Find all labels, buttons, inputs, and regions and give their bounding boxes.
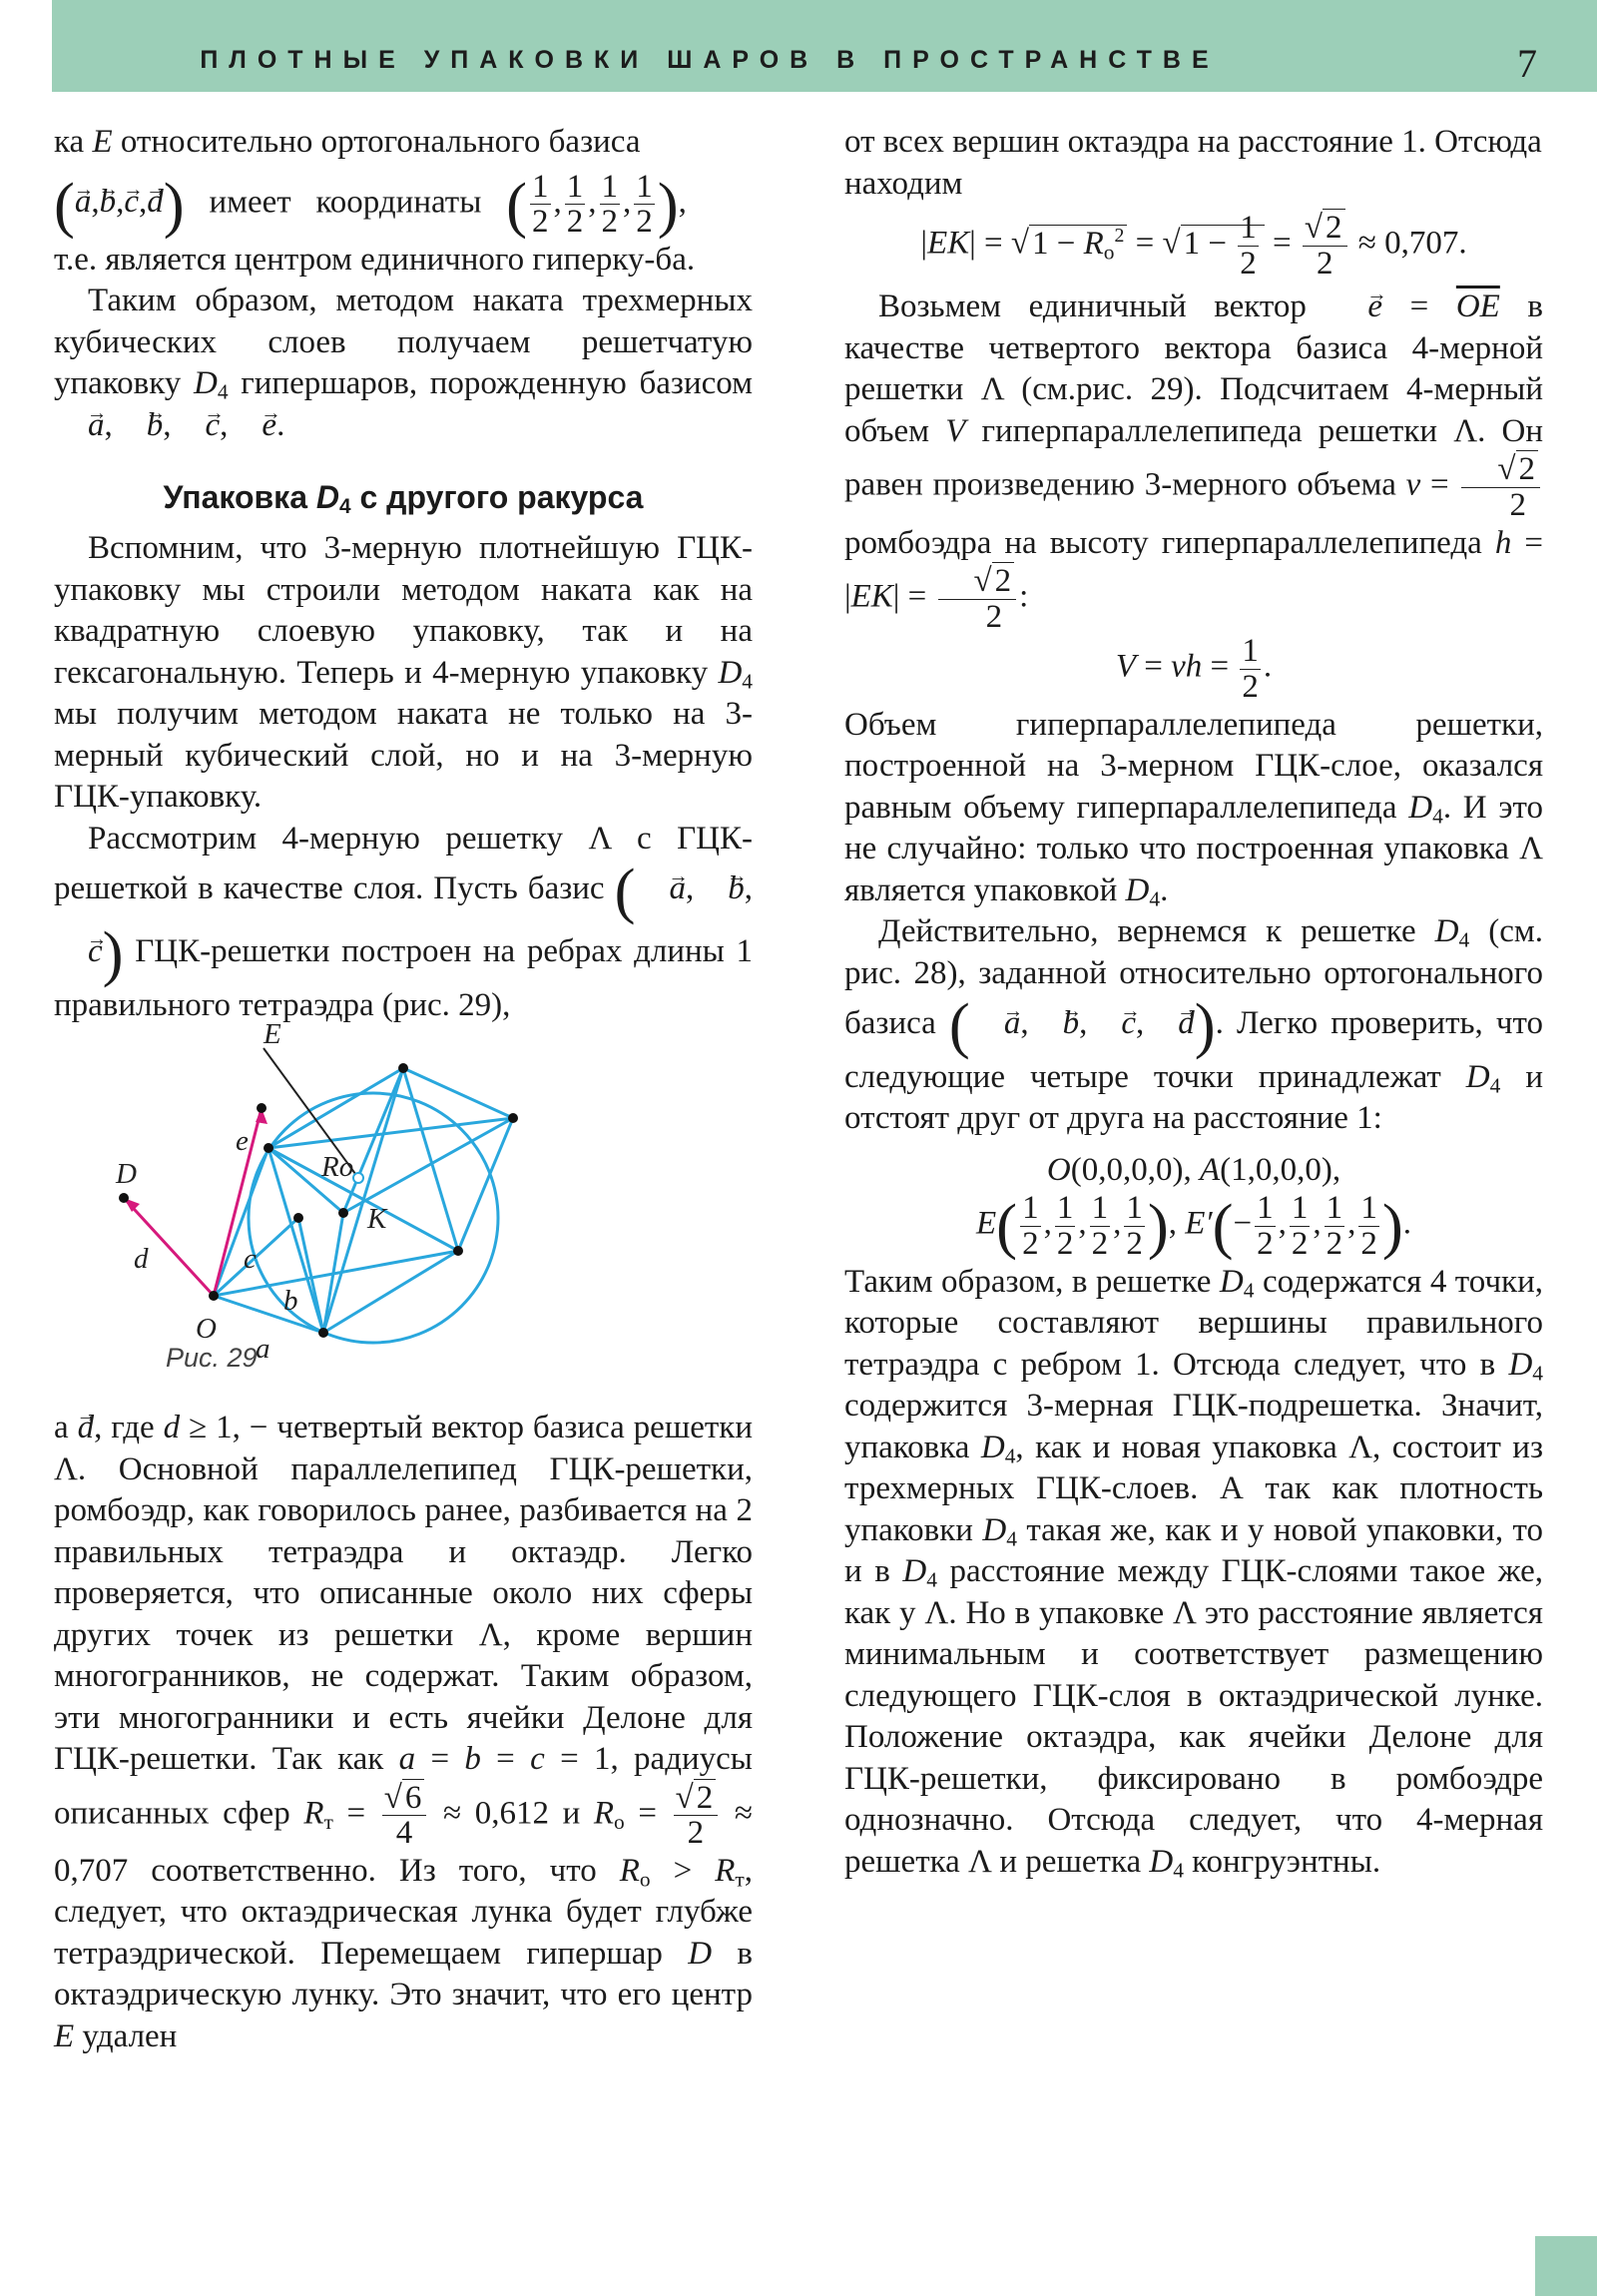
figure-caption: Рис. 29 (166, 1343, 258, 1374)
label-E: E (264, 1018, 281, 1051)
running-title: ПЛОТНЫЕ УПАКОВКИ ШАРОВ В ПРОСТРАНСТВЕ (200, 46, 1220, 74)
label-e: e (236, 1125, 249, 1158)
label-c: c (244, 1243, 257, 1276)
paragraph: Возьмем единичный вектор e → = $\overline{OE}$ в качестве четвертого вектора базиса 4-мерной решетки Λ (см.рис. 29). Подсчитаем 4-мерный объем V гиперпараллелепипеда решетки Λ. Он равен произведению 3-мерного объема v = $\frac{√2}{2}$ ромбоэдра на высоту гиперпараллелепипеда h = |EK| = $\frac{√2}{2}$ : (844, 287, 1543, 634)
paragraph: а d →, где d ≥ 1, − четвертый вектор базиса решетки Λ. Основной параллелепипед ГЦК-решетки, ромбоэдр, как говорилось ранее, разбивается на 2 правильных тетраэдра и октаэдр. Легко проверяется, что описанные около них сферы других точек из решетки Λ, кроме вершин многогранников, не содержат. Таким образом, эти многогранники и есть ячейки Делоне для ГЦК-решетки. Так как a = b = c = 1, радиусы описанных сфер $R_т$ = $\frac{√6}{4}$ ≈ 0,612 и $R_о$ = $\frac{√2}{2}$ ≈ 0,707 соответственно. Из того, что $R_о > R_т$, следует, что октаэдрическая лунка будет глубже тетраэдрической. Перемещаем гипершар D в октаэдрическую лунку. Это значит, что его центр E удален (54, 1408, 753, 2057)
section-heading: Упаковка $D_4$ с другого ракурса (163, 479, 644, 519)
label-Ro: Ro (321, 1151, 354, 1184)
paragraph: Таким образом, методом наката трехмерных кубических слоев получаем решетчатую упаковку $D_4$ гипершаров, порожденную базисом a →, b →, c →, e →. (54, 281, 753, 446)
paragraph: т.е. является центром единичного гиперку-ба. (54, 241, 696, 278)
label-b: b (283, 1285, 298, 1318)
page-header (52, 0, 1597, 92)
formula-EK: $|EK| = √1 - R_о^2 = √1$ − $\frac{1}{2}$ = $\frac{√2}{2}$ ≈ 0,707. (920, 210, 1467, 282)
paragraph: ка E относительно ортогонального базиса (54, 124, 641, 160)
paragraph: Действительно, вернемся к решетке $D_4$ (см. рис. 28), заданной относительно ортогонального базиса ( a →, b →, c →, d →). Легко проверить, что следующие четыре точки принадлежат $D_4$ и отстоят друг от друга на расстояние 1: (844, 911, 1543, 1140)
formula-points-EE: E( $\frac{1}{2}$ , $\frac{1}{2}$ , $\frac{1}{2}$ , $\frac{1}{2}$ ), E′(− $\frac{1}{2}$ , $\frac{1}{2}$ , $\frac{1}{2}$ , $\frac{1}{2}$ ). (976, 1190, 1411, 1262)
paragraph: Рассмотрим 4-мерную решетку Λ с ГЦК-решеткой в качестве слоя. Пусть базис ( a →, b →,c →) ГЦК-решетки построен на ребрах длины 1 правильного тетраэдра (рис. 29), (54, 819, 753, 1026)
paragraph: Таким образом, в решетке $D_4$ содержатся 4 точки, которые составляют вершины правильного тетраэдра с ребром 1. Отсюда следует, что в $D_4$ содержится 3-мерная ГЦК-подрешетка. Значит, упаковка $D_4$, как и новая упаковка Λ, состоит из трехмерных ГЦК-слоев. А так как плотность упаковки $D_4$ такая же, как и у новой упаковки, то и в $D_4$ расстояние между ГЦК-слоями такое же, как у Λ. Но в упаковке Λ это расстояние является минимальным и соответствует размещению следующего ГЦК-слоя в октаэдрической лунке. Положение октаэдра, как ячейки Делоне для ГЦК-решетки, фиксировано в ромбоэдре однозначно. Отсюда следует, что 4-мерная решетка Λ и решетка $D_4$ конгруэнтны. (844, 1263, 1544, 1882)
left-column (54, 122, 753, 2057)
label-O: O (196, 1313, 217, 1346)
formula-points-OA: O(0,0,0,0), A(1,0,0,0), (1046, 1151, 1341, 1188)
label-a: a (256, 1333, 270, 1366)
paragraph: (a →,b →,c →,d →) имеет координаты ( $\frac{1}{2}$ , $\frac{1}{2}$ , $\frac{1}{2}$ , $\frac{1}{2}$ ), (54, 170, 753, 240)
figure-29 (84, 1018, 743, 1398)
label-K: K (367, 1203, 387, 1236)
paragraph: от всех вершин октаэдра на расстояние 1. Отсюда находим (844, 124, 1542, 202)
formula-V: V = vh = $\frac{1}{2}$ . (1115, 633, 1273, 705)
paragraph: Объем гиперпараллелепипеда решетки, построенной на 3-мерном ГЦК-слое, оказался равным объему гиперпараллелепипеда $D_4$. И это не случайно: только что построенная упаковка Λ является упаковкой $D_4$. (844, 706, 1543, 910)
corner-tab (1535, 2236, 1597, 2296)
label-d: d (134, 1243, 149, 1276)
octahedron-diagram (84, 1018, 743, 1368)
label-D: D (116, 1158, 137, 1191)
page-number: 7 (1517, 41, 1537, 86)
paragraph: Вспомним, что 3-мерную плотнейшую ГЦК-упаковку мы строили методом наката как на квадратную слоевую упаковку, так и на гексагональную. Теперь и 4-мерную упаковку $D_4$ мы получим методом наката не только на 3-мерный кубический слой, но и на 3-мерную ГЦК-упаковку. (54, 530, 753, 816)
right-column (844, 122, 1543, 1883)
